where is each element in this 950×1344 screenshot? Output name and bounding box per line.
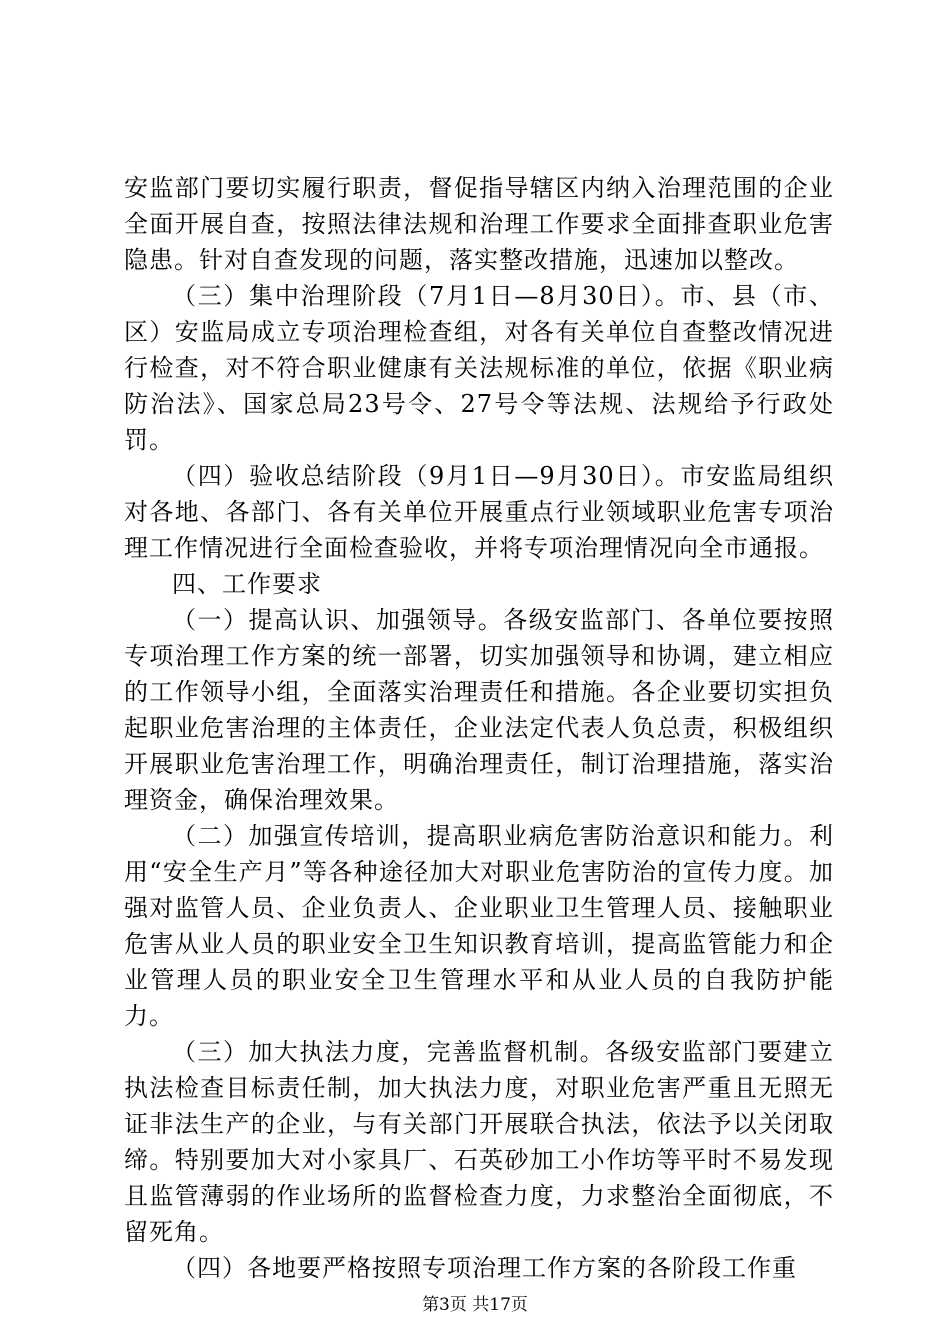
document-body (124, 170, 834, 1286)
paragraph-7: （三）加大执法力度，完善监督机制。各级安监部门要建立执法检查目标责任制，加大执法力度，对职业危害严重且无照无证非法生产的企业，与有关部门开展联合执法，依法予以关闭取缔。特别要加大对小家具厂、石英砂加工小作坊等平时不易发现且监管薄弱的作业场所的监督检查力度，力求整治全面彻底，不留死角。 (124, 1038, 834, 1246)
page-footer (0, 1294, 950, 1316)
paragraph-6: （二）加强宣传培训，提高职业病危害防治意识和能力。利用“安全生产月”等各种途径加大对职业危害防治的宣传力度。加强对监管人员、企业负责人、企业职业卫生管理人员、接触职业危害从业人员的职业安全卫生知识教育培训，提高监管能力和企业管理人员的职业安全卫生管理水平和从业人员的自我防护能力。 (124, 822, 834, 1030)
paragraph-2: （三）集中治理阶段（7月1日—8月30日）。市、县（市、区）安监局成立专项治理检查组，对各有关单位自查整改情况进行检查，对不符合职业健康有关法规标准的单位，依据《职业病防治法》、国家总局23号令、27号令等法规、法规给予行政处罚。 (124, 282, 834, 454)
page-number-label: 第3页 共17页 (422, 1295, 528, 1315)
paragraph-8: （四）各地要严格按照专项治理工作方案的各阶段工作重 (172, 1254, 797, 1282)
paragraph-1: 安监部门要切实履行职责，督促指导辖区内纳入治理范围的企业全面开展自查，按照法律法规和治理工作要求全面排查职业危害隐患。针对自查发现的问题，落实整改措施，迅速加以整改。 (124, 174, 834, 274)
paragraph-3: （四）验收总结阶段（9月1日—9月30日）。市安监局组织对各地、各部门、各有关单位开展重点行业领域职业危害专项治理工作情况进行全面检查验收，并将专项治理情况向全市通报。 (124, 462, 834, 562)
paragraph-5: （一）提高认识、加强领导。各级安监部门、各单位要按照专项治理工作方案的统一部署，切实加强领导和协调，建立相应的工作领导小组，全面落实治理责任和措施。各企业要切实担负起职业危害治理的主体责任，企业法定代表人负总责，积极组织开展职业危害治理工作，明确治理责任，制订治理措施，落实治理资金，确保治理效果。 (124, 606, 834, 814)
section-heading: 四、工作要求 (172, 570, 322, 598)
